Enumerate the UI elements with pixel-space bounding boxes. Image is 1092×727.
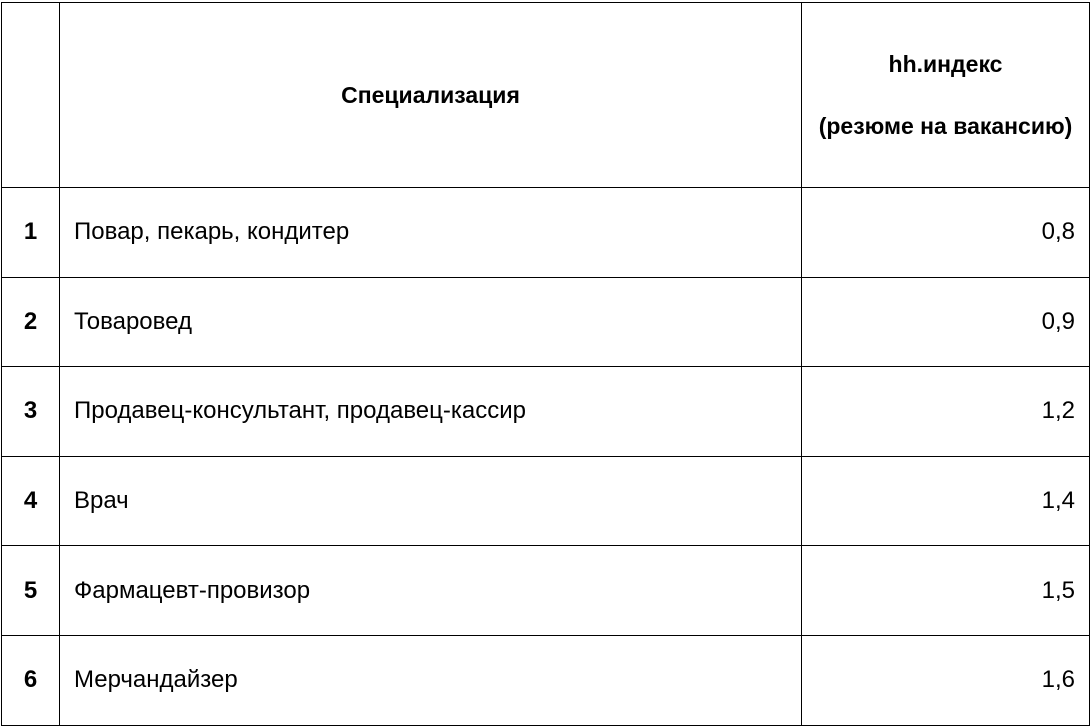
- row-hh-index: 0,9: [802, 277, 1090, 367]
- table-row: [2, 188, 1090, 278]
- table-row: [2, 367, 1090, 457]
- table-row: [2, 546, 1090, 636]
- row-number: 1: [2, 188, 60, 278]
- row-number: 3: [2, 367, 60, 457]
- row-number: 2: [2, 277, 60, 367]
- row-number: 6: [2, 635, 60, 725]
- row-specialization: Фармацевт-провизор: [60, 546, 802, 636]
- row-specialization: Повар, пекарь, кондитер: [60, 188, 802, 278]
- row-specialization: Товаровед: [60, 277, 802, 367]
- row-specialization: Продавец-консультант, продавец-кассир: [60, 367, 802, 457]
- table-row: [2, 635, 1090, 725]
- row-hh-index: 1,5: [802, 546, 1090, 636]
- header-specialization: Специализация: [60, 3, 802, 188]
- row-number: 4: [2, 456, 60, 546]
- row-hh-index: 1,4: [802, 456, 1090, 546]
- row-specialization: Врач: [60, 456, 802, 546]
- row-specialization: Мерчандайзер: [60, 635, 802, 725]
- table-row: [2, 277, 1090, 367]
- table-header-row: [2, 3, 1090, 188]
- row-hh-index: 0,8: [802, 188, 1090, 278]
- table-row: [2, 456, 1090, 546]
- specializations-table: [1, 2, 1090, 726]
- header-hh-index: [802, 3, 1090, 188]
- header-number-cell: [2, 3, 60, 188]
- row-number: 5: [2, 546, 60, 636]
- row-hh-index: 1,2: [802, 367, 1090, 457]
- header-hh-index-subtitle: (резюме на вакансию): [818, 112, 1073, 139]
- header-hh-index-title: hh.индекс: [888, 50, 1003, 77]
- row-hh-index: 1,6: [802, 635, 1090, 725]
